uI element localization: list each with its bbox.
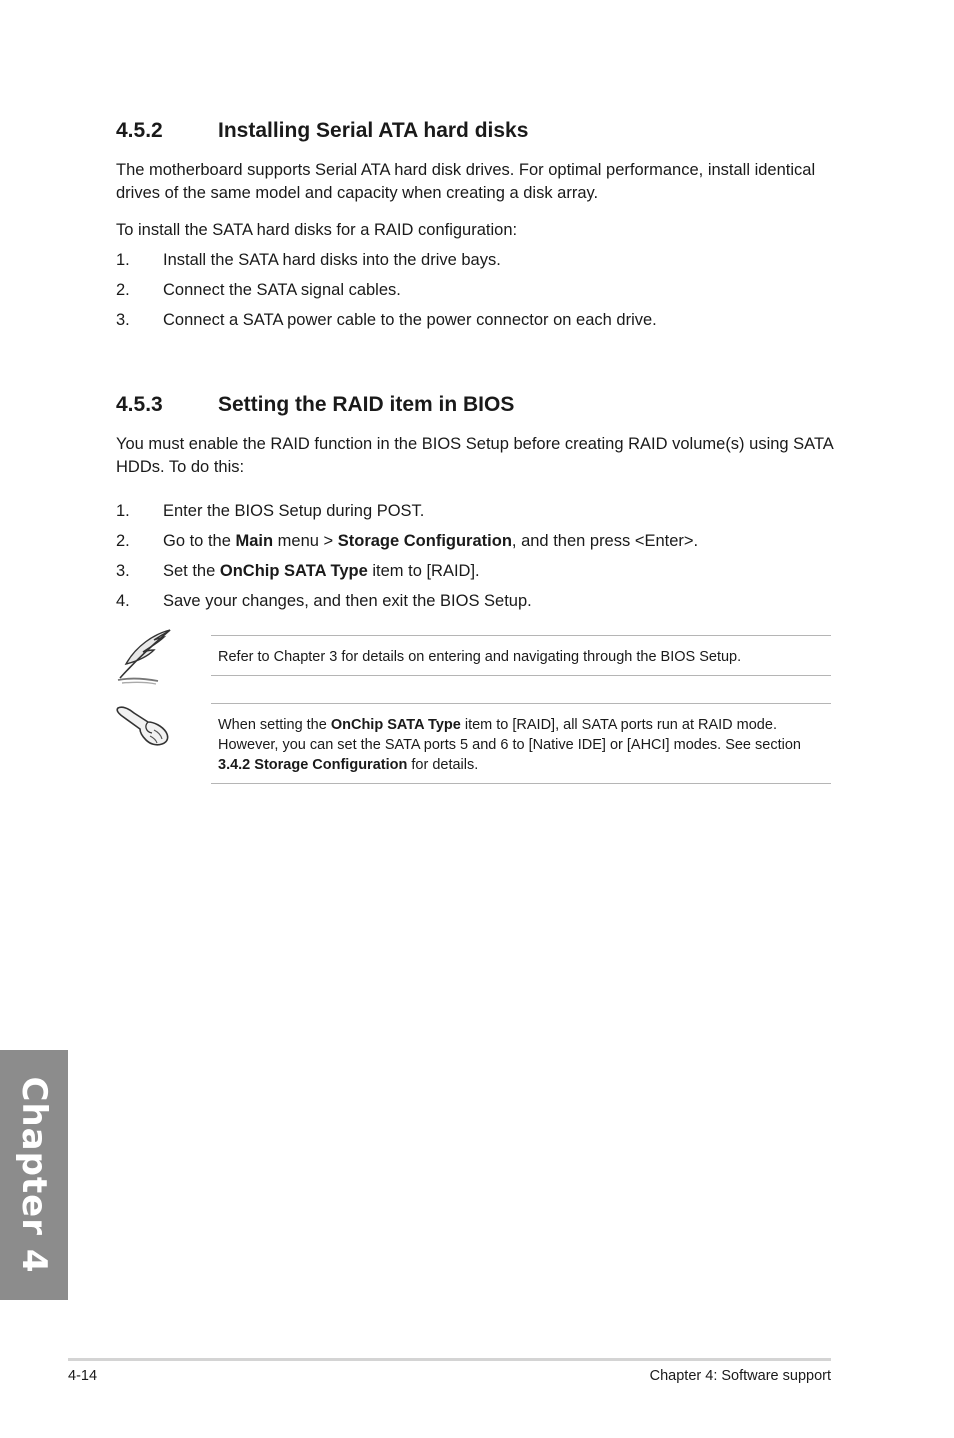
section-title: Setting the RAID item in BIOS: [218, 393, 515, 416]
chapter-tab-label: Chapter 4: [14, 1076, 54, 1274]
paragraph-lead-452: To install the SATA hard disks for a RAID configuration:: [116, 221, 518, 239]
pointing-hand-icon: [114, 702, 174, 748]
footer-page-number: 4-14: [68, 1368, 98, 1384]
section-heading-4-5-2: [116, 119, 528, 143]
chapter-side-tab: [0, 1050, 68, 1300]
note-box: [211, 635, 831, 676]
note-box: [211, 703, 831, 784]
note-text: When setting the OnChip SATA Type item to [RAID], all SATA ports run at RAID mode. However, you can set the SATA ports 5 and 6 to [Native IDE] or [AHCI] modes. See section 3.4.2 Storage Configuration for details.: [218, 717, 801, 773]
section-title: Installing Serial ATA hard disks: [218, 119, 529, 142]
feather-pen-icon: [114, 628, 176, 686]
section-number: 4.5.2: [116, 119, 163, 142]
section-number: 4.5.3: [116, 393, 163, 416]
footer-chapter-title: Chapter 4: Software support: [649, 1368, 831, 1384]
footer-divider: [68, 1358, 831, 1361]
paragraph-intro-452: The motherboard supports Serial ATA hard disk drives. For optimal performance, install identical drives of the same model and capacity when creating a disk array.: [116, 161, 816, 202]
note-text: Refer to Chapter 3 for details on entering and navigating through the BIOS Setup.: [218, 649, 742, 665]
section-heading-4-5-3: [116, 393, 514, 417]
paragraph-intro-453: You must enable the RAID function in the BIOS Setup before creating RAID volume(s) using SATA HDDs. To do this:: [116, 435, 833, 476]
